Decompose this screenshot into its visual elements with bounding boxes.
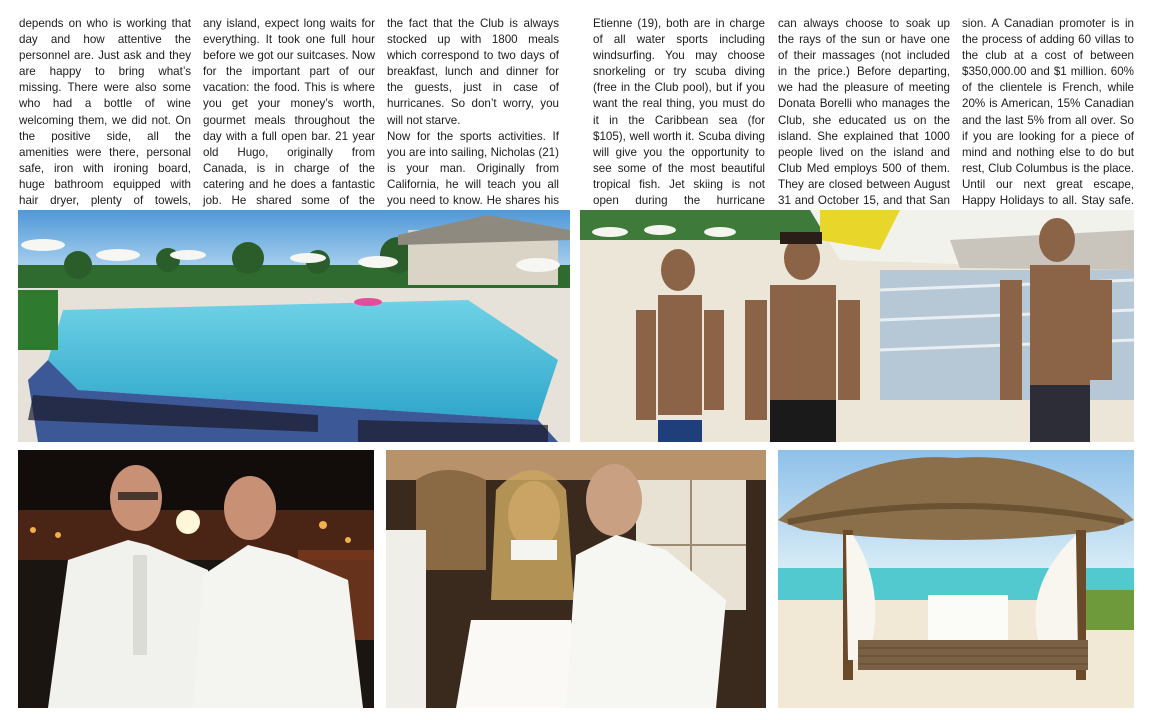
article-column-5 (778, 16, 950, 208)
column-4-text: Etienne (19), both are in charge of all water sports including windsurfing. You may choose snorkeling or try scuba diving (free in the Club pool), but if you want the real thing, you must do it in the Caribbean sea (for $105), well worth it. Scuba diving will give you the opportunity to see some of the most beautiful tropical fish. Jet skiing is not open during the hurricane (593, 17, 765, 208)
column-3-paragraph-1: the fact that the Club is always stocked up with 1800 meals which correspond to two days of breakfast, lunch and dinner for the guests, just in case of hurricanes. So don’t worry, you will not starve. (387, 17, 559, 127)
column-5-text: can always choose to soak up the rays of the sun or have one of their massages (not included in the price.) Before departing, we had the pleasure of meeting Donata Borelli who manages the Club, she educated us on the island. She explained that 1000 people lived on the island and Club Med employs 500 of them. They are closed between August 31 and October 15, and that San (778, 17, 950, 208)
cabana-illustration (778, 450, 1134, 708)
pool-photo (18, 210, 570, 442)
column-2-text: any island, expect long waits for everything. It took one full hour before we got our suitcases. Now for the important part of our vacation: the food. This is where you get your money’s worth, gourmet meals throughout the day with a full open bar. 21 year old Hugo, originally from Canada, is in charge of the catering and he does a fantastic job. He shared some of the (203, 17, 375, 208)
article-column-4 (593, 16, 765, 208)
beach-cabana-photo (778, 450, 1134, 708)
couple-portrait-photo (386, 450, 766, 708)
article-column-1 (19, 16, 191, 208)
couple-portrait-illustration (386, 450, 766, 708)
night-portrait-photo (18, 450, 374, 708)
pool-illustration (18, 210, 570, 442)
column-1-text: depends on who is working that day and how attentive the personnel are. Just ask and they are happy to bring what’s missing. There were also some who had a bottle of wine welcoming them, we did not. On the positive side, all the amenities were there, personal safe, iron with ironing board, huge bathroom equipped with hair dryer, plenty of towels, (19, 17, 191, 208)
beach-staff-illustration (580, 210, 1134, 442)
column-6-body: sion. A Canadian promoter is in the process of adding 60 villas to the club at a cost of between $350,000.00 and $1 million. 60% of the clientele is French, while 20% is American, 15% Canadian and the last 5% from all over. So if you are looking for a piece of mind and nothing else to do but rest, Club Columbus is the place. Until our next great escape, Happy Holidays to all. Stay safe. (962, 17, 1134, 208)
column-3-paragraph-2: Now for the sports activities. If you are into sailing, Nicholas (21) is your man. Originally from California, he will teach you all you need to know. He shares his (387, 129, 559, 208)
water-sports-staff-photo (580, 210, 1134, 442)
night-portrait-illustration (18, 450, 374, 708)
article-column-2 (203, 16, 375, 208)
column-6-text (962, 16, 1134, 225)
article-column-3 (387, 16, 559, 208)
article-column-6 (962, 16, 1134, 208)
